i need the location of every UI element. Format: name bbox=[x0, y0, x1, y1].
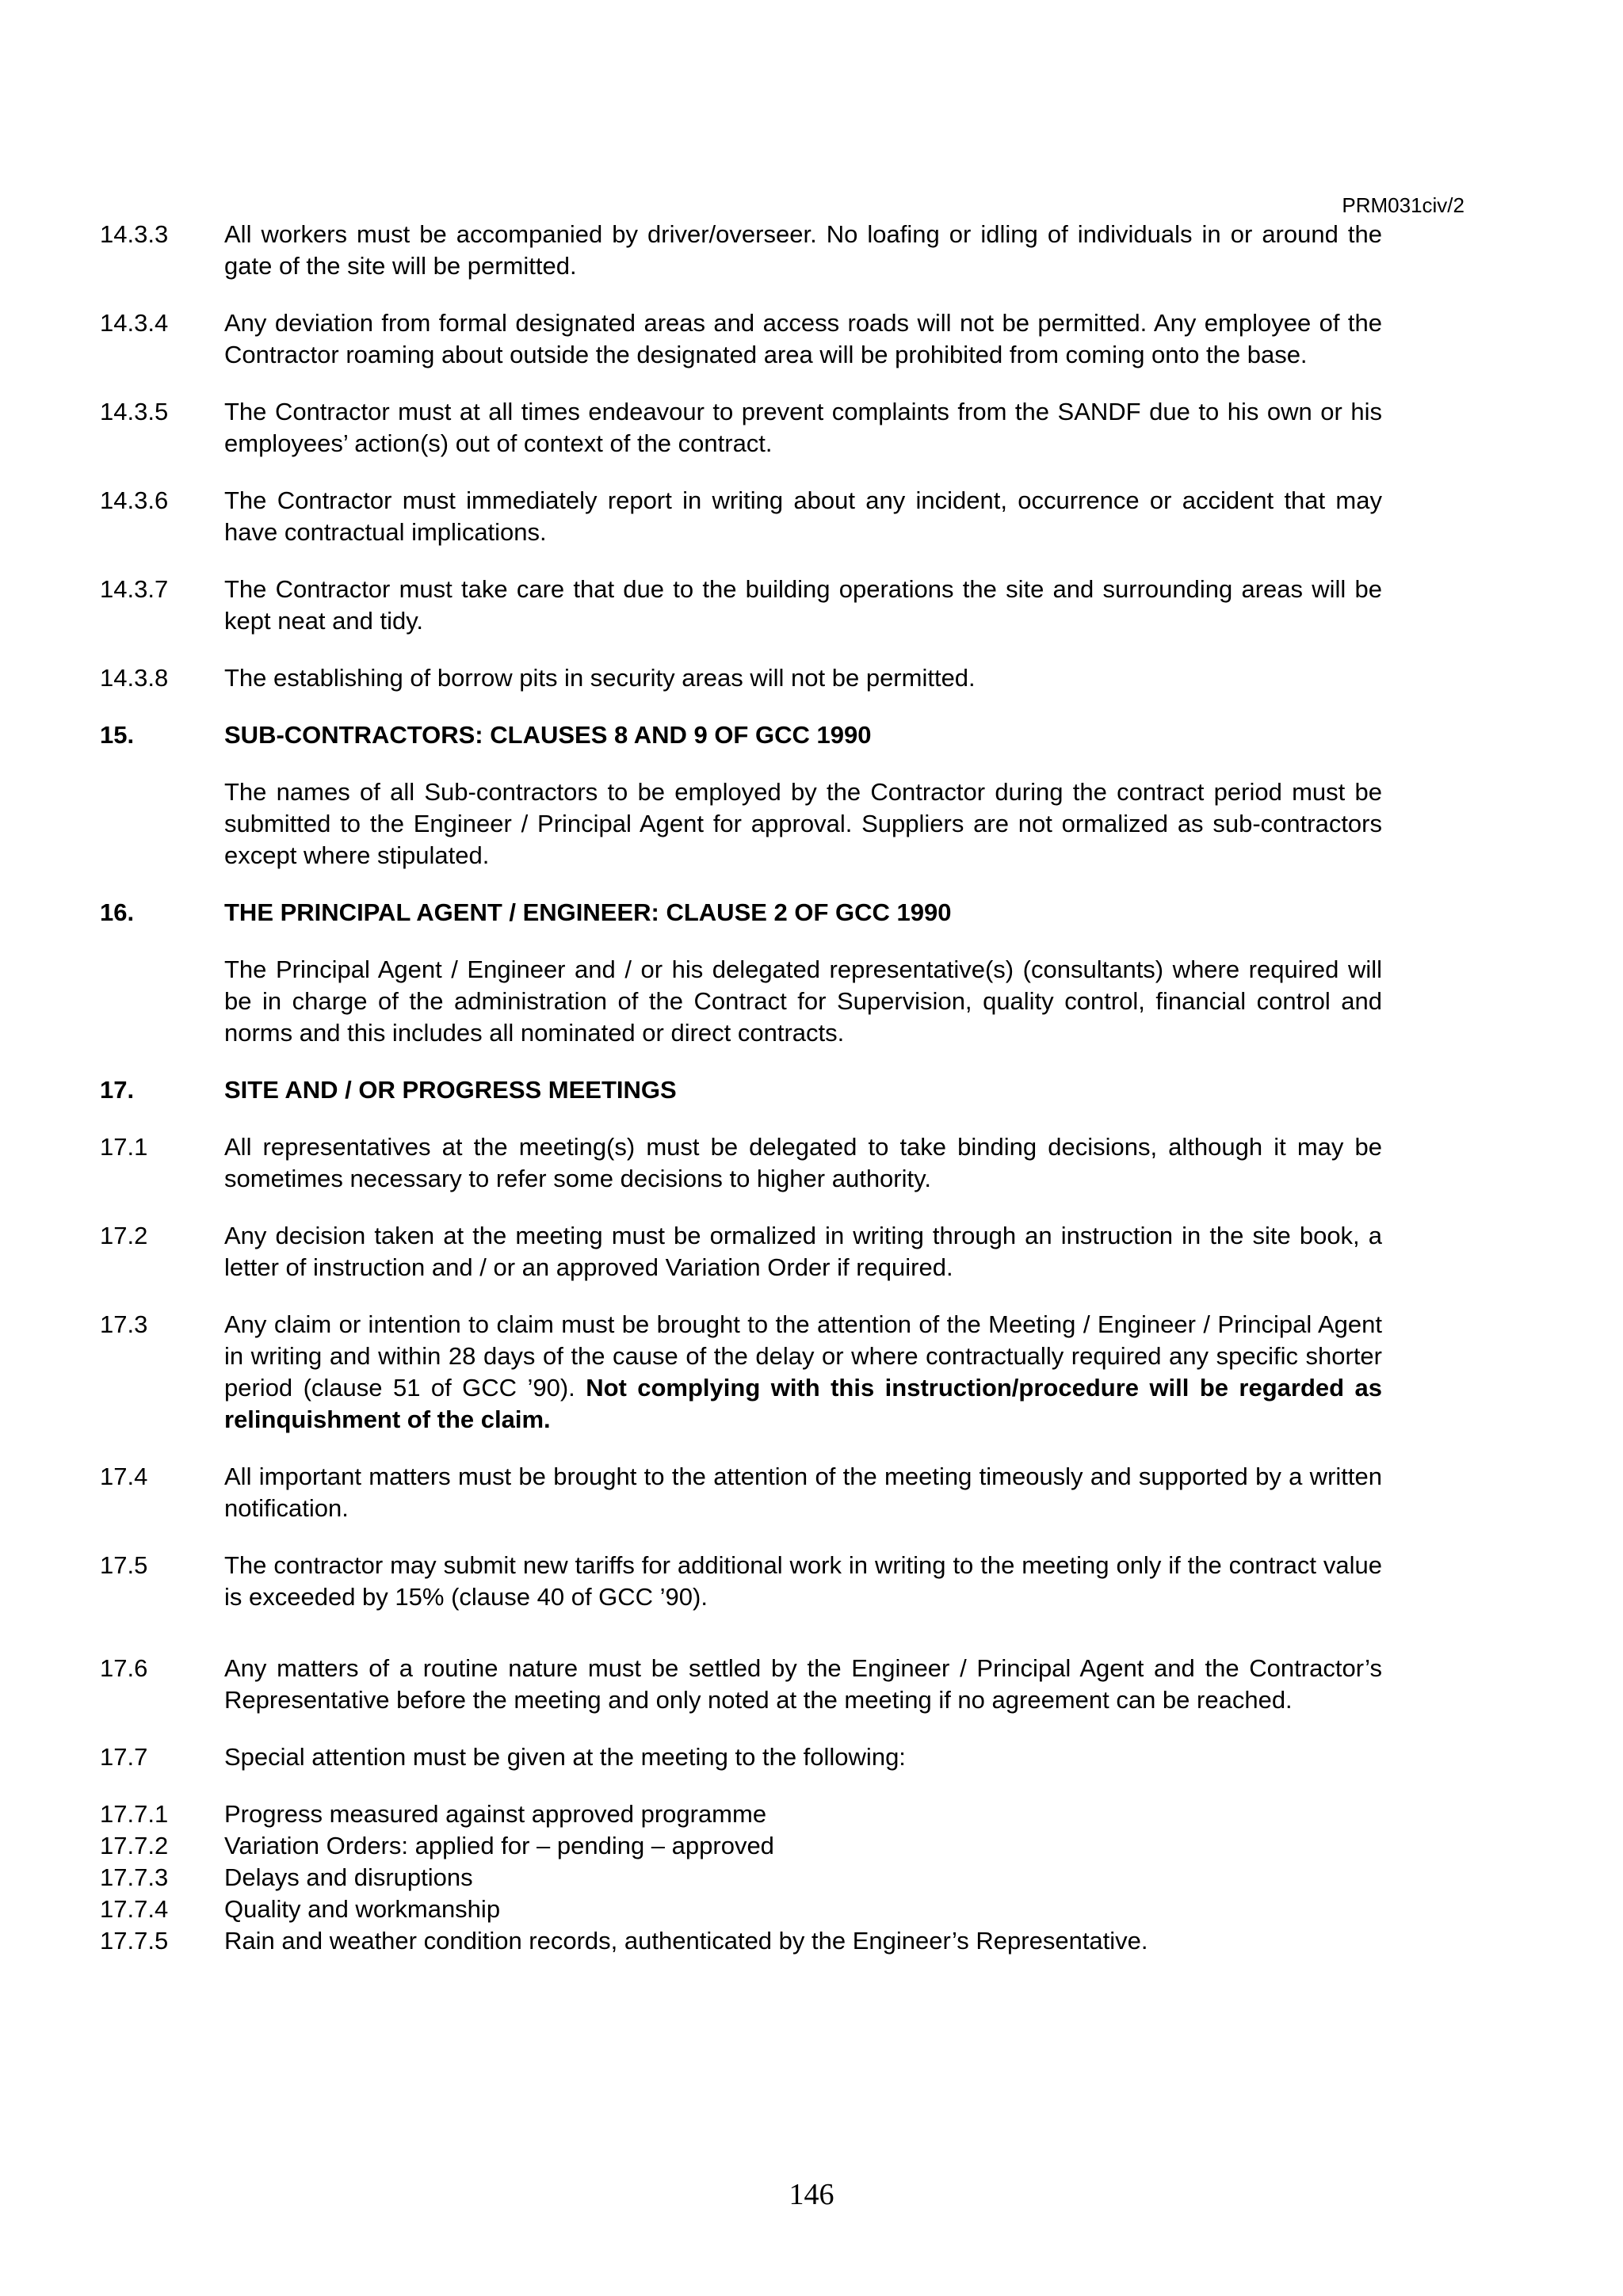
page-number: 146 bbox=[789, 2178, 834, 2211]
list-item-17-7-2 bbox=[100, 1830, 1382, 1862]
clause-number: 17.5 bbox=[100, 1551, 148, 1579]
document-reference: PRM031civ/2 bbox=[1342, 193, 1465, 217]
clause-number: 14.3.3 bbox=[100, 220, 169, 248]
section-number: 15. bbox=[100, 721, 135, 749]
clause-14-3-7 bbox=[100, 574, 1382, 637]
section-number: 17. bbox=[100, 1076, 135, 1104]
section-title: SITE AND / OR PROGRESS MEETINGS bbox=[224, 1076, 677, 1104]
section-17-heading bbox=[100, 1074, 1382, 1106]
clause-17-1 bbox=[100, 1131, 1382, 1195]
list-item-17-7-1 bbox=[100, 1798, 1382, 1830]
clause-17-3 bbox=[100, 1309, 1382, 1436]
list-item-17-7-3 bbox=[100, 1862, 1382, 1894]
clause-17-5 bbox=[100, 1550, 1382, 1613]
clause-text: Any matters of a routine nature must be settled by the Engineer / Principal Agent and the Contractor’s Representative before the meeting and only noted at the meeting if no agreement can be reached. bbox=[224, 1654, 1382, 1714]
clause-number: 17.7.5 bbox=[100, 1927, 169, 1955]
clause-text: Special attention must be given at the meeting to the following: bbox=[224, 1743, 906, 1771]
clause-text-emphasis: Not complying with this instruction/procedure will be regarded as relinquishment of the claim. bbox=[224, 1374, 1382, 1433]
clause-text: All important matters must be brought to the attention of the meeting timeously and supported by a written notification. bbox=[224, 1463, 1382, 1522]
section-16-heading bbox=[100, 897, 1382, 929]
clause-text: The Contractor must immediately report in writing about any incident, occurrence or accident that may have contractual implications. bbox=[224, 486, 1382, 546]
clause-text: Any decision taken at the meeting must be ormalized in writing through an instruction in the site book, a letter of instruction and / or an approved Variation Order if required. bbox=[224, 1222, 1382, 1281]
section-15-body: The names of all Sub-contractors to be employed by the Contractor during the contract period must be submitted to the Engineer / Principal Agent for approval. Suppliers are not ormalized as sub-contractors except where stipulated. bbox=[224, 778, 1382, 869]
clause-number: 14.3.7 bbox=[100, 575, 169, 603]
clause-number: 14.3.6 bbox=[100, 486, 169, 514]
clause-14-3-5 bbox=[100, 396, 1382, 460]
clause-14-3-4 bbox=[100, 307, 1382, 371]
section-number: 16. bbox=[100, 898, 135, 926]
clause-14-3-6 bbox=[100, 485, 1382, 548]
clause-number: 17.7.1 bbox=[100, 1800, 169, 1828]
clause-text: All workers must be accompanied by driver/overseer. No loafing or idling of individuals in or around the gate of the site will be permitted. bbox=[224, 220, 1382, 280]
list-item-17-7-4 bbox=[100, 1894, 1382, 1925]
clause-number: 17.7.4 bbox=[100, 1895, 169, 1923]
section-15-heading bbox=[100, 719, 1382, 751]
clause-text bbox=[224, 1309, 1382, 1436]
clause-text: The establishing of borrow pits in security areas will not be permitted. bbox=[224, 664, 976, 692]
clause-number: 17.7 bbox=[100, 1743, 148, 1771]
clause-text: Progress measured against approved programme bbox=[224, 1800, 767, 1828]
clause-number: 14.3.5 bbox=[100, 398, 169, 425]
clause-17-2 bbox=[100, 1220, 1382, 1283]
clause-17-7 bbox=[100, 1741, 1382, 1773]
clause-text: Rain and weather condition records, authenticated by the Engineer’s Representative. bbox=[224, 1927, 1148, 1955]
clause-number: 17.7.3 bbox=[100, 1863, 169, 1891]
clause-17-4 bbox=[100, 1461, 1382, 1524]
clause-text: The Contractor must at all times endeavour to prevent complaints from the SANDF due to his own or his employees’ action(s) out of context of the contract. bbox=[224, 398, 1382, 457]
section-16-body: The Principal Agent / Engineer and / or his delegated representative(s) (consultants) where required will be in charge of the administration of the Contract for Supervision, quality control, financial control and norms and this includes all nominated or direct contracts. bbox=[224, 955, 1382, 1047]
clause-number: 17.3 bbox=[100, 1310, 148, 1338]
section-title: THE PRINCIPAL AGENT / ENGINEER: CLAUSE 2 OF GCC 1990 bbox=[224, 898, 952, 926]
document-body bbox=[100, 219, 1382, 1957]
clause-text: Quality and workmanship bbox=[224, 1895, 501, 1923]
clause-number: 14.3.8 bbox=[100, 664, 169, 692]
clause-text: All representatives at the meeting(s) must be delegated to take binding decisions, although it may be sometimes necessary to refer some decisions to higher authority. bbox=[224, 1133, 1382, 1192]
list-item-17-7-5 bbox=[100, 1925, 1382, 1957]
clause-number: 17.2 bbox=[100, 1222, 148, 1249]
clause-number: 14.3.4 bbox=[100, 309, 169, 337]
clause-number: 17.7.2 bbox=[100, 1832, 169, 1859]
clause-number: 17.6 bbox=[100, 1654, 148, 1682]
clause-14-3-3 bbox=[100, 219, 1382, 282]
clause-17-6 bbox=[100, 1653, 1382, 1716]
section-title: SUB-CONTRACTORS: CLAUSES 8 AND 9 OF GCC 1990 bbox=[224, 721, 872, 749]
clause-number: 17.4 bbox=[100, 1463, 148, 1490]
clause-text: Variation Orders: applied for – pending – approved bbox=[224, 1832, 774, 1859]
clause-text: The Contractor must take care that due to the building operations the site and surrounding areas will be kept neat and tidy. bbox=[224, 575, 1382, 635]
clause-text-regular: Any claim or intention to claim must be brought to the attention of the Meeting / Engineer / Principal Agent in writing and within 28 days of the cause of the delay or where contractually required any specific shorter period (clause 51 of GCC ’90). bbox=[224, 1310, 1382, 1402]
clause-number: 17.1 bbox=[100, 1133, 148, 1161]
clause-14-3-8 bbox=[100, 662, 1382, 694]
clause-text: Any deviation from formal designated areas and access roads will not be permitted. Any employee of the Contractor roaming about outside the designated area will be prohibited from coming onto the base. bbox=[224, 309, 1382, 368]
clause-text: Delays and disruptions bbox=[224, 1863, 473, 1891]
clause-text: The contractor may submit new tariffs for additional work in writing to the meeting only if the contract value is exceeded by 15% (clause 40 of GCC ’90). bbox=[224, 1551, 1382, 1611]
